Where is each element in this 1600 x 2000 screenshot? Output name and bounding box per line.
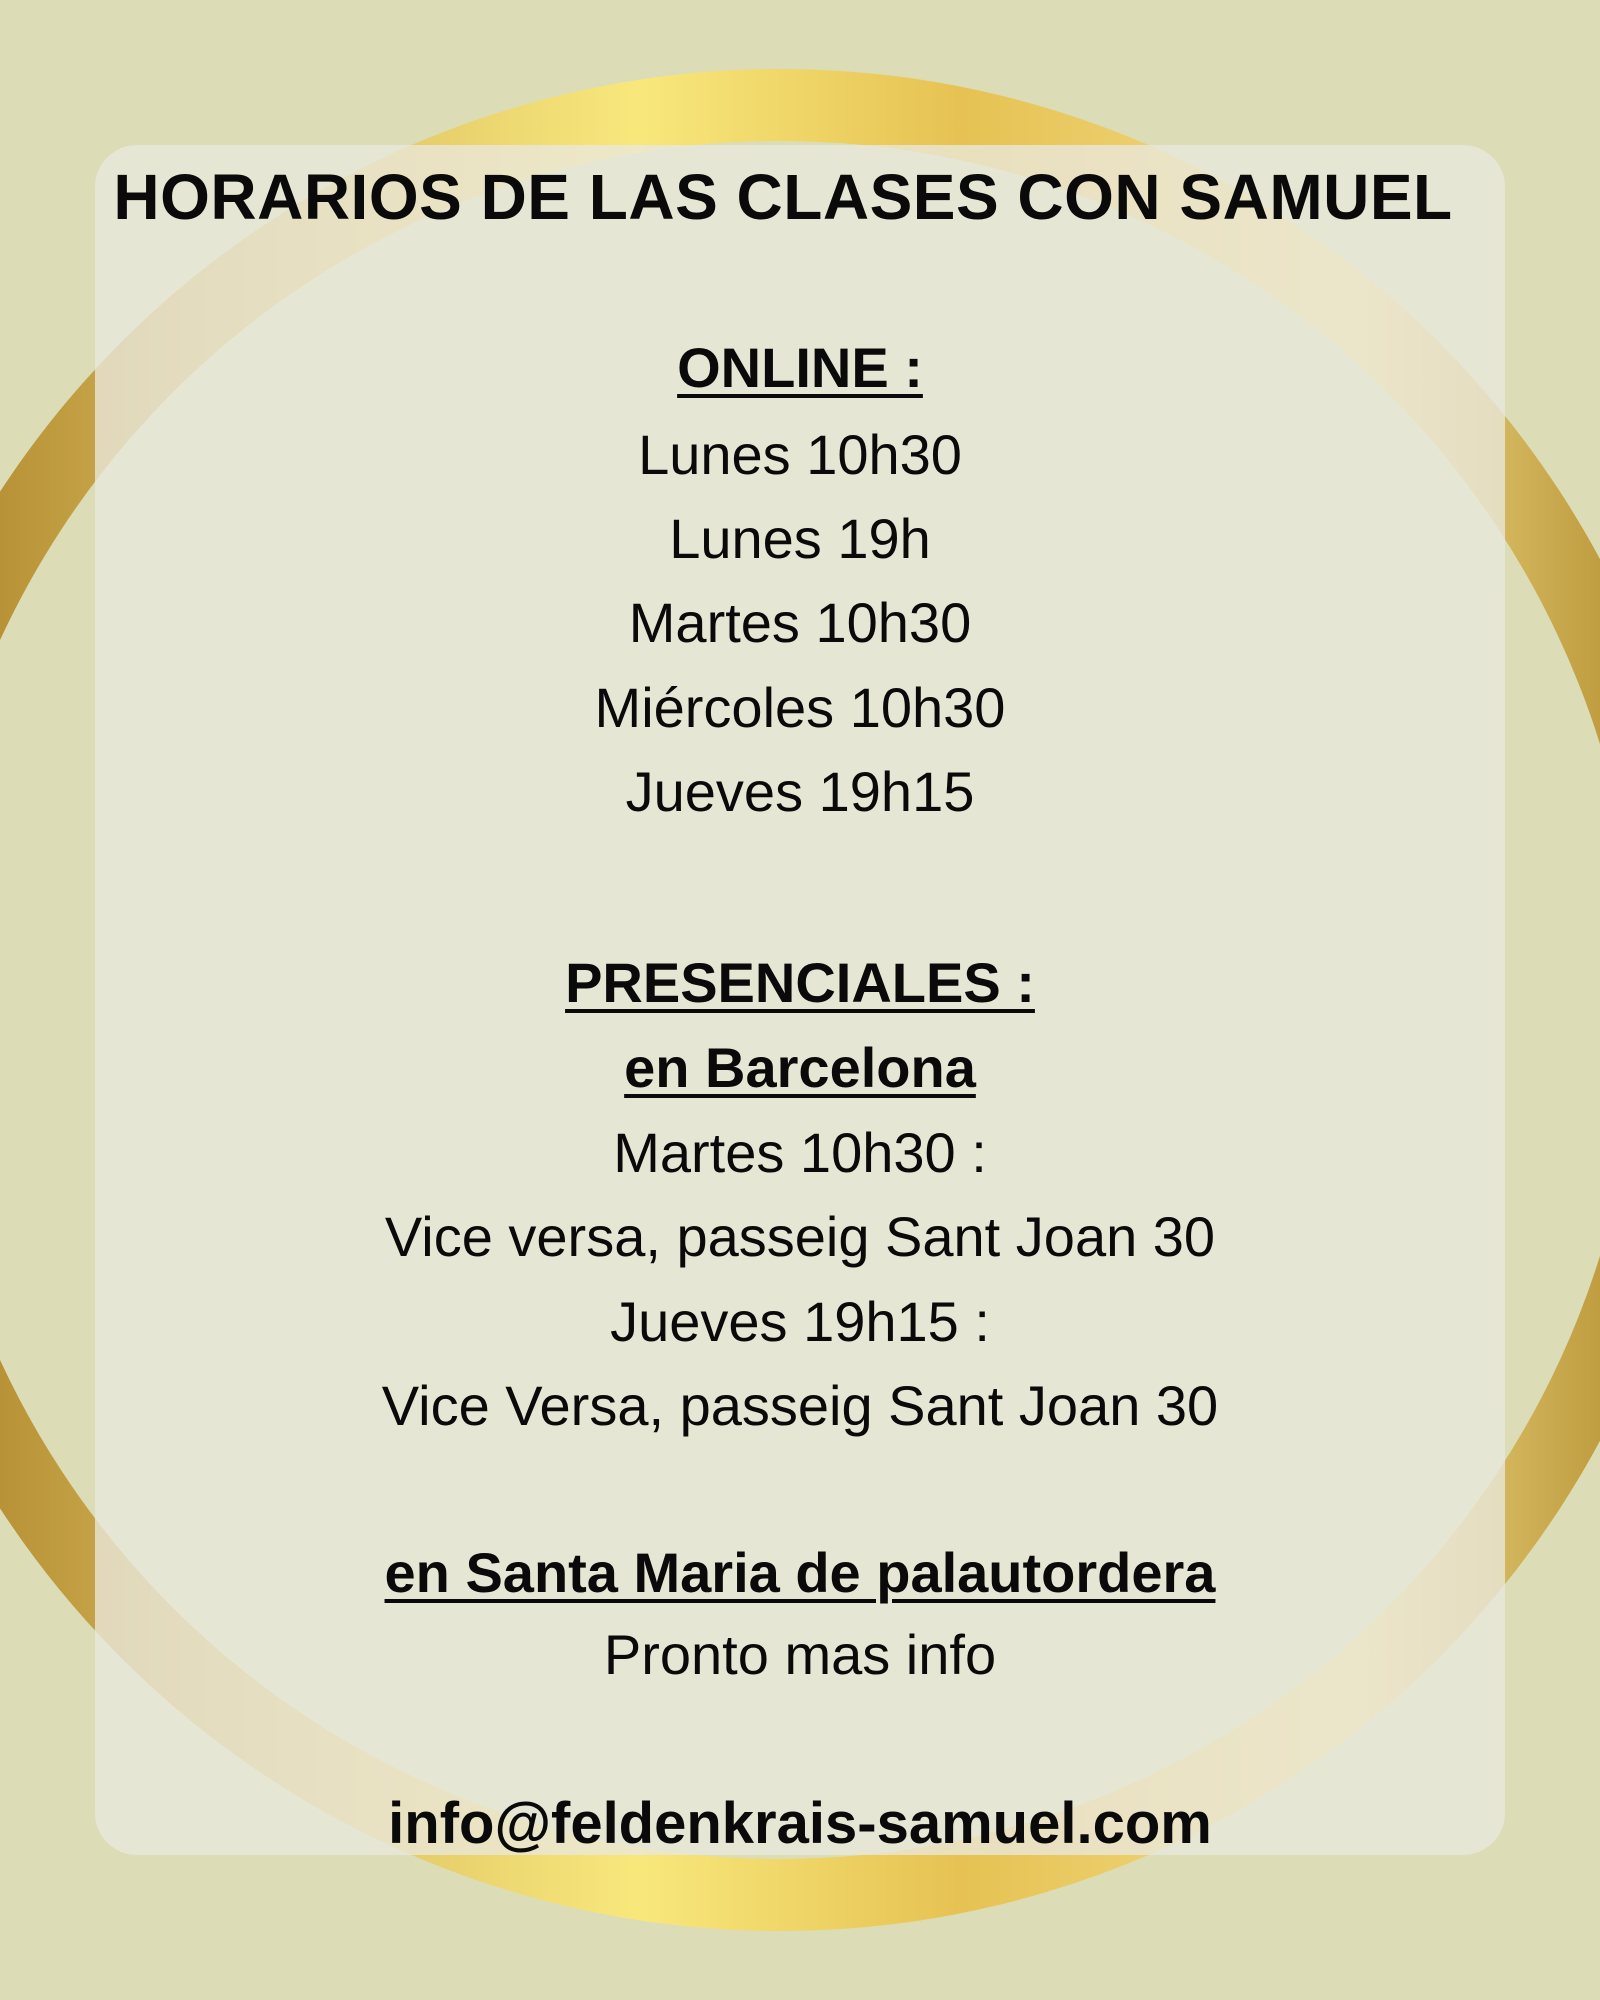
online-item: Martes 10h30 xyxy=(628,591,972,654)
online-item: Lunes 10h30 xyxy=(638,423,962,486)
santa-maria-note: Pronto mas info xyxy=(603,1623,997,1686)
online-item: Lunes 19h xyxy=(669,507,931,570)
online-item: Miércoles 10h30 xyxy=(594,676,1006,739)
barcelona-line: Vice Versa, passeig Sant Joan 30 xyxy=(381,1374,1219,1437)
page-title: HORARIOS DE LAS CLASES CON SAMUEL xyxy=(113,161,1453,233)
online-heading: ONLINE : xyxy=(677,336,923,399)
barcelona-heading: en Barcelona xyxy=(624,1036,976,1099)
presenciales-heading: PRESENCIALES : xyxy=(565,951,1035,1014)
barcelona-line: Jueves 19h15 : xyxy=(610,1290,990,1353)
barcelona-line: Martes 10h30 : xyxy=(613,1121,987,1184)
contact-email: info@feldenkrais-samuel.com xyxy=(388,1791,1212,1856)
santa-maria-heading: en Santa Maria de palautordera xyxy=(384,1541,1216,1604)
barcelona-line: Vice versa, passeig Sant Joan 30 xyxy=(384,1205,1216,1268)
online-item: Jueves 19h15 xyxy=(625,760,975,823)
